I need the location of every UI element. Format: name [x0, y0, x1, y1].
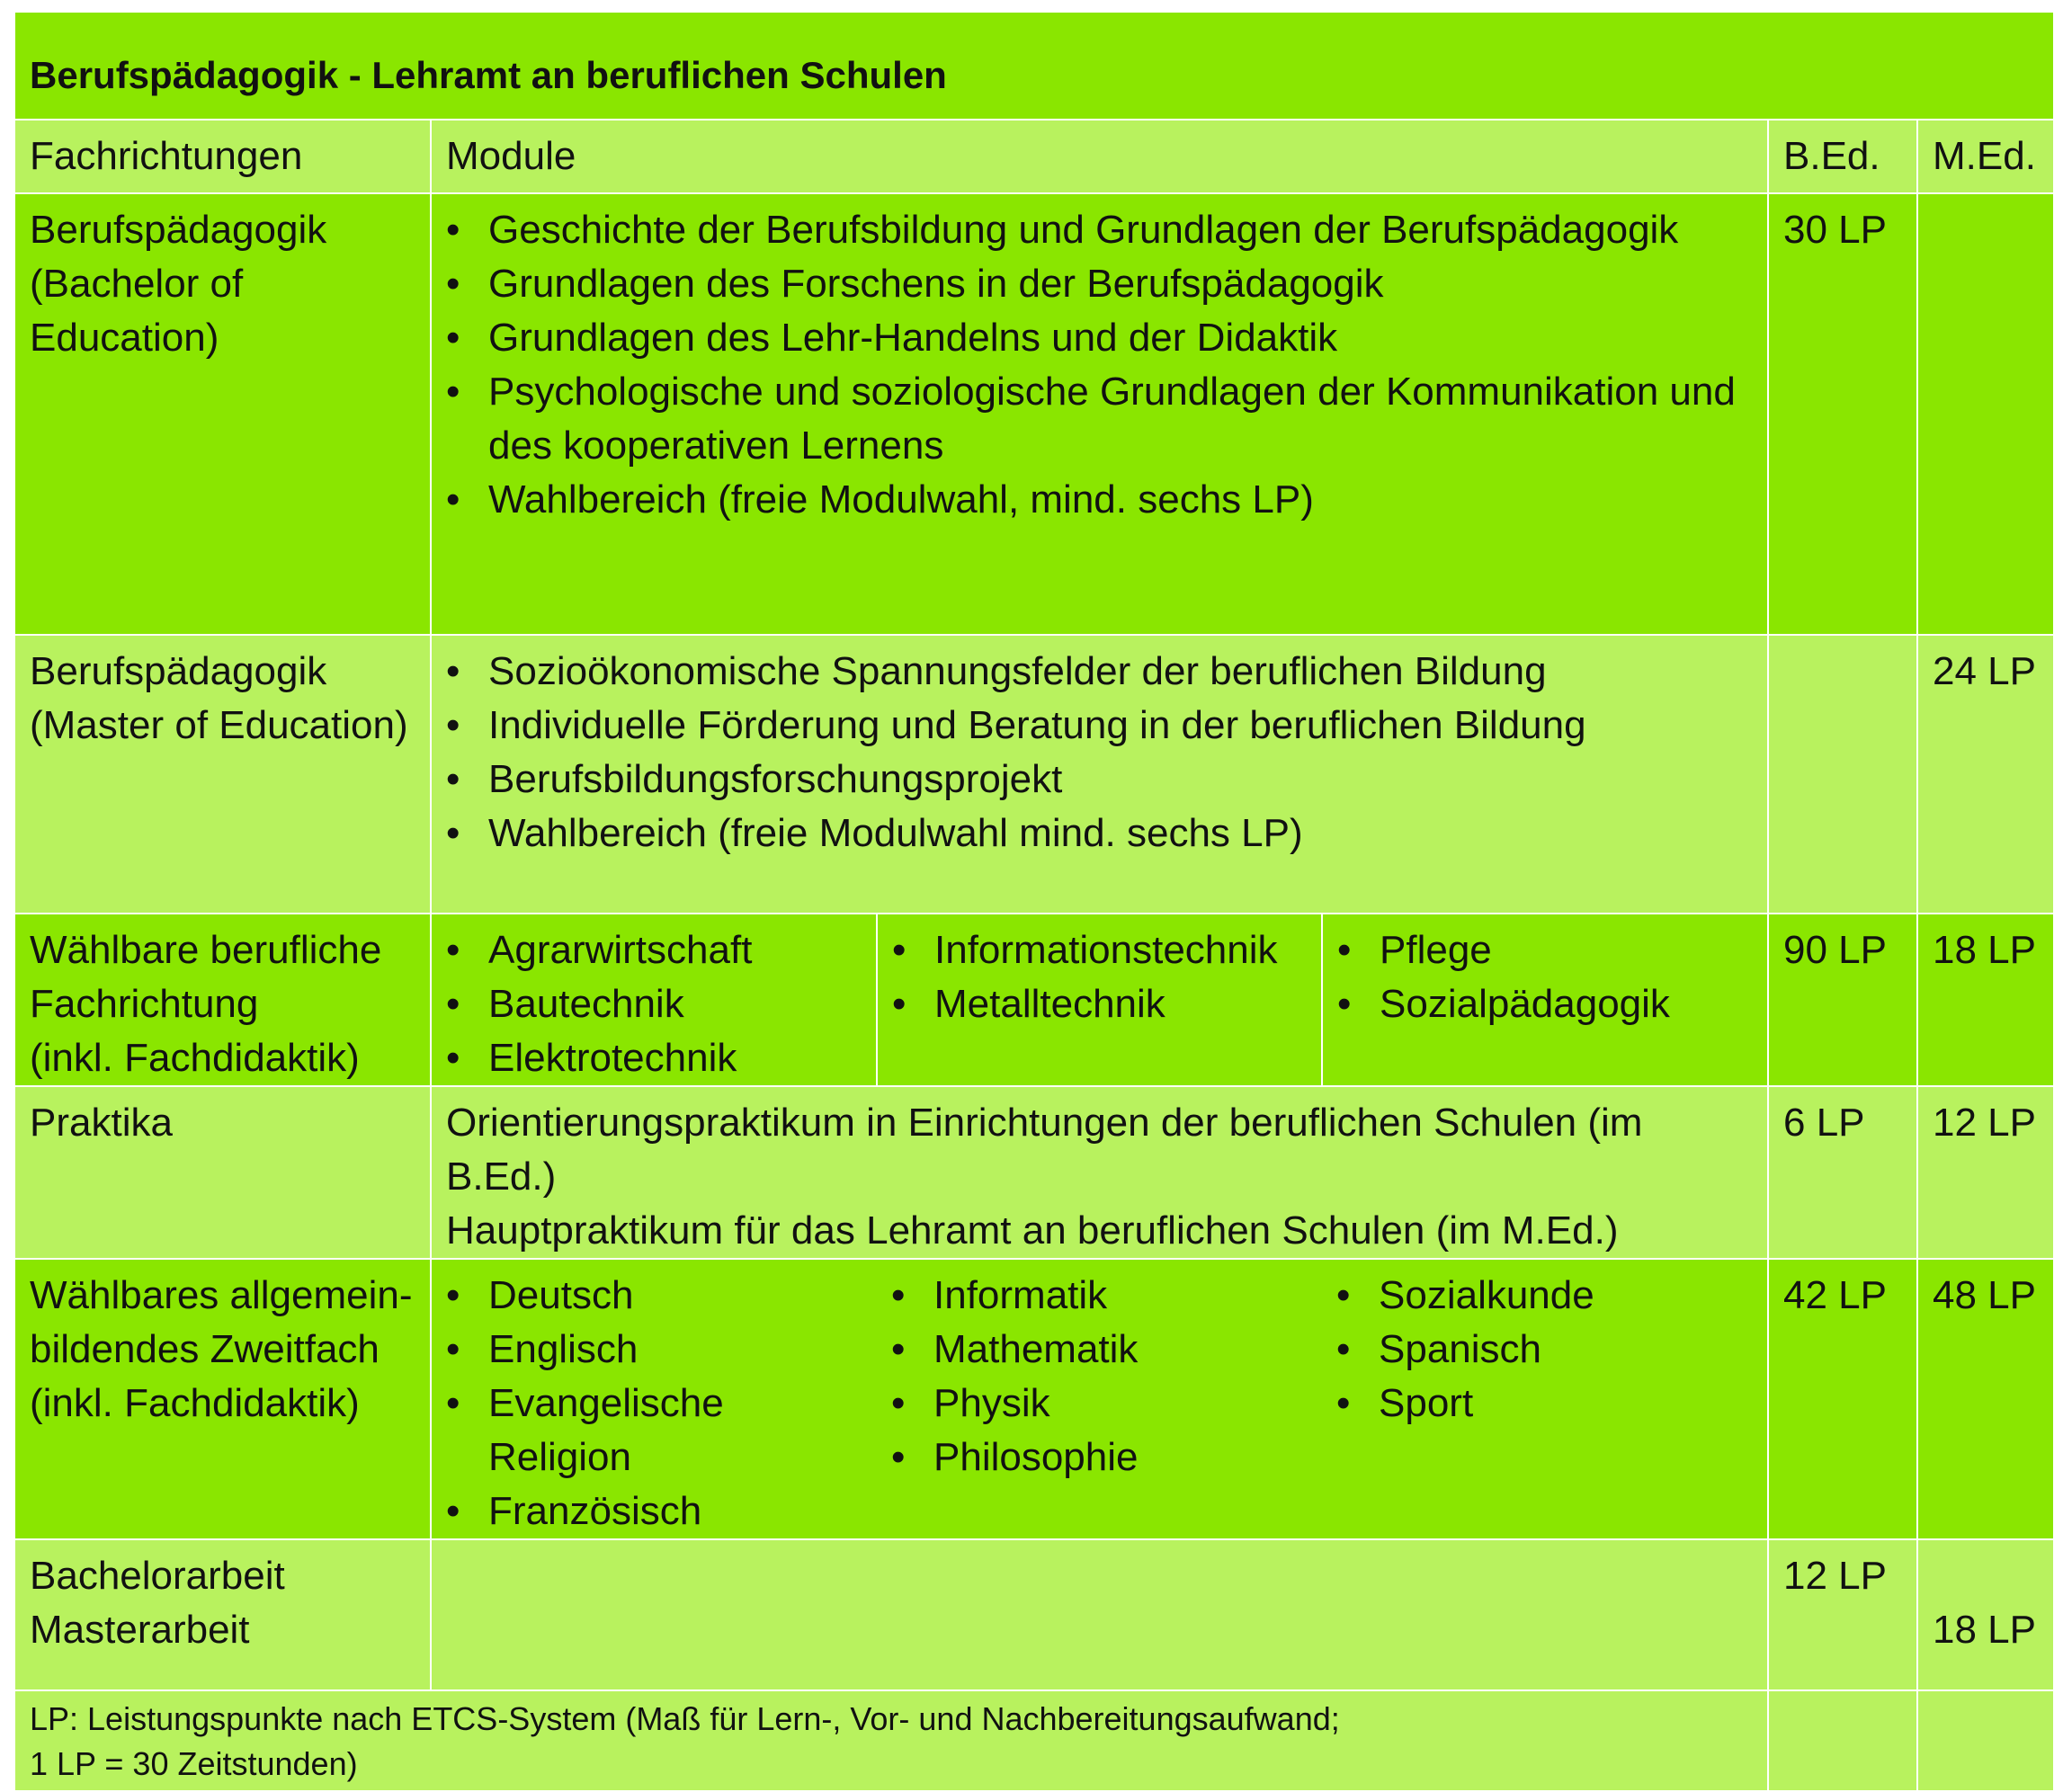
med-value: 18 LP — [1917, 1539, 2054, 1690]
list-item: • Informationstechnik — [892, 923, 1307, 977]
med-value: 18 LP — [1917, 914, 2054, 1086]
list-item: • Bautechnik — [446, 977, 862, 1031]
praktikum-line: Hauptpraktikum für das Lehramt an beruflichen Schulen (im M.Ed.) — [446, 1208, 1619, 1253]
modules-cell — [431, 1259, 1768, 1539]
list-item: • Sozioökonomische Spannungsfelder der beruflichen Bildung — [446, 645, 1753, 699]
modules-cell — [431, 635, 1768, 914]
list-item: • Metalltechnik — [892, 977, 1307, 1031]
med-value: 12 LP — [1917, 1086, 2054, 1259]
module-column — [877, 914, 1322, 1085]
fach-cell: Bachelorarbeit Masterarbeit — [14, 1539, 431, 1690]
modules-cell — [431, 1086, 1768, 1259]
praktikum-line: Orientierungspraktikum in Einrichtungen der beruflichen Schulen (im B.Ed.) — [446, 1101, 1643, 1199]
list-item: • Individuelle Förderung und Beratung in der beruflichen Bildung — [446, 699, 1753, 753]
list-item: • Grundlagen des Forschens in der Berufspädagogik — [446, 257, 1753, 311]
fach-cell: Berufspädagogik (Bachelor of Education) — [14, 193, 431, 635]
list-item: • Geschichte der Berufsbildung und Grundlagen der Berufspädagogik — [446, 203, 1753, 257]
table-row — [14, 914, 2054, 1086]
list-item: • Wahlbereich (freie Modulwahl, mind. sechs LP) — [446, 473, 1753, 527]
table-row — [14, 1086, 2054, 1259]
list-item: • Physik — [891, 1377, 1308, 1431]
header-bed: B.Ed. — [1768, 120, 1917, 193]
list-item: • Evangelische Religion — [446, 1377, 862, 1484]
list-item: • Pflege — [1337, 923, 1753, 977]
bed-value: 90 LP — [1768, 914, 1917, 1086]
table-row — [14, 635, 2054, 914]
fach-cell: Praktika — [14, 1086, 431, 1259]
list-item: • Berufsbildungsforschungsprojekt — [446, 753, 1753, 807]
list-item: • Spanisch — [1336, 1323, 1753, 1377]
header-row — [14, 120, 2054, 193]
modules-cell — [431, 1539, 1768, 1690]
footnote: LP: Leistungspunkte nach ETCS-System (Maß für Lern-, Vor- und Nachbereitungsaufwand; 1 LP = 30 Zeitstunden) — [14, 1690, 1768, 1791]
modules-cell — [431, 193, 1768, 635]
list-item: • Englisch — [446, 1323, 862, 1377]
fach-cell: Wählbares allgemein- bildendes Zweitfach (inkl. Fachdidaktik) — [14, 1259, 431, 1539]
list-item: • Sozialpädagogik — [1337, 977, 1753, 1031]
list-item: • Psychologische und soziologische Grundlagen der Kommunikation und des kooperativen Lernens — [446, 365, 1753, 473]
list-item: • Elektrotechnik — [446, 1031, 862, 1085]
module-list — [446, 203, 1753, 527]
fach-cell: Berufspädagogik (Master of Education) — [14, 635, 431, 914]
list-item: • Mathematik — [891, 1323, 1308, 1377]
bed-value: 30 LP — [1768, 193, 1917, 635]
list-item: • Sport — [1336, 1377, 1753, 1431]
header-fachrichtungen: Fachrichtungen — [14, 120, 431, 193]
footnote-row — [14, 1690, 2054, 1791]
med-value: 24 LP — [1917, 635, 2054, 914]
list-item: • Informatik — [891, 1269, 1308, 1323]
module-column — [432, 1260, 877, 1538]
modules-cell — [431, 914, 1768, 1086]
table-row — [14, 1539, 2054, 1690]
med-value: 48 LP — [1917, 1259, 2054, 1539]
list-item: • Sozialkunde — [1336, 1269, 1753, 1323]
bed-value — [1768, 635, 1917, 914]
list-item: • Wahlbereich (freie Modulwahl mind. sechs LP) — [446, 807, 1753, 860]
module-column — [432, 914, 877, 1085]
med-value — [1917, 193, 2054, 635]
fach-cell: Wählbare berufliche Fachrichtung (inkl. Fachdidaktik) — [14, 914, 431, 1086]
footnote-med-cell — [1917, 1690, 2054, 1791]
list-item: • Deutsch — [446, 1269, 862, 1323]
table-row — [14, 193, 2054, 635]
module-column — [1322, 914, 1767, 1085]
module-column — [1322, 1260, 1767, 1538]
list-item: • Grundlagen des Lehr-Handelns und der Didaktik — [446, 311, 1753, 365]
bed-value: 42 LP — [1768, 1259, 1917, 1539]
header-module: Module — [431, 120, 1768, 193]
table-row — [14, 1259, 2054, 1539]
list-item: • Französisch — [446, 1484, 862, 1538]
list-item: • Agrarwirtschaft — [446, 923, 862, 977]
module-column — [877, 1260, 1322, 1538]
table-title: Berufspädagogik - Lehramt an beruflichen Schulen — [14, 12, 2054, 120]
header-med: M.Ed. — [1917, 120, 2054, 193]
bed-value: 12 LP — [1768, 1539, 1917, 1690]
bed-value: 6 LP — [1768, 1086, 1917, 1259]
study-table — [13, 11, 2055, 1792]
module-list — [446, 645, 1753, 860]
footnote-bed-cell — [1768, 1690, 1917, 1791]
list-item: • Philosophie — [891, 1431, 1308, 1484]
